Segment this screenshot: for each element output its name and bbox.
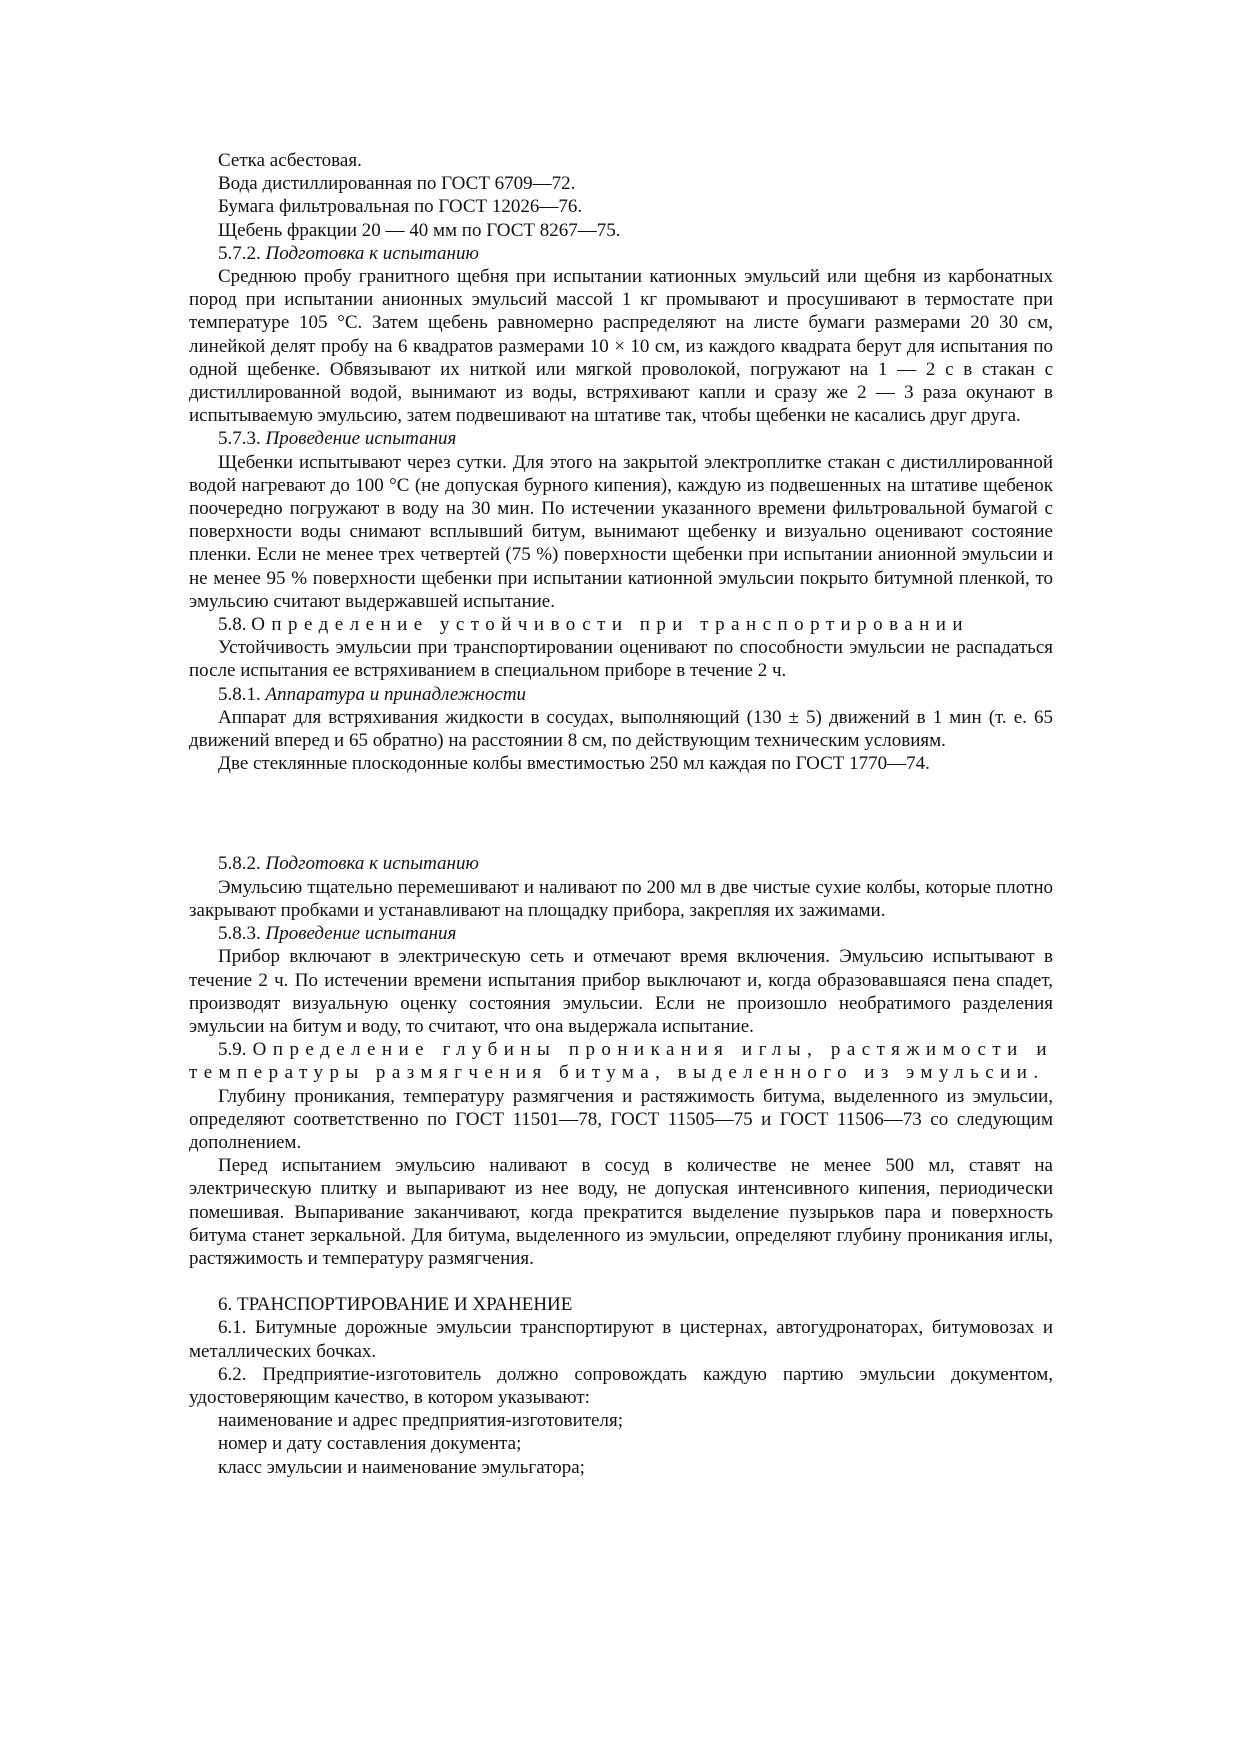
- list-line: Щебень фракции 20 — 40 мм по ГОСТ 8267—75.: [218, 219, 621, 241]
- section-number: 5.7.2.: [218, 242, 261, 264]
- section-heading-5-9: [189, 1038, 1053, 1084]
- section-number: 5.7.3.: [218, 428, 261, 450]
- list-item: класс эмульсии и наименование эмульгатора;: [218, 1456, 585, 1478]
- section-number: 5.8.3.: [218, 923, 261, 945]
- section-title: Подготовка к испытанию: [265, 242, 479, 264]
- paragraph: Перед испытанием эмульсию наливают в сосуд в количестве не менее 500 мл, ставят на электрическую плитку и выпаривают из нее воду, не допуская интенсивного кипения, периодически помешивая. Выпаривание заканчивают, когда прекратится выделение пузырьков пара и поверхность битума станет зеркальной. Для битума, выделенного из эмульсии, определяют глубину проникания иглы, растяжимость и температуру размягчения.: [189, 1155, 1053, 1269]
- section-heading-5-8-3: [189, 922, 1053, 945]
- section-title: Подготовка к испытанию: [265, 853, 479, 875]
- paragraph: Среднюю пробу гранитного щебня при испытании катионных эмульсий или щебня из карбонатных пород при испытании анионных эмульсий массой 1 кг промывают и просушивают в термостате при температуре 105 °С. Затем щебень равномерно распределяют на листе бумаги размерами 20 30 см, линейкой делят пробу на 6 квадратов размерами 10 × 10 см, из каждого квадрата берут для испытания по одной щебенке. Обвязывают их ниткой или мягкой проволокой, погружают на 1 — 2 с в стакан с дистиллированной водой, вынимают из воды, встряхивают капли и сразу же 2 — 3 раза окунают в испытываемую эмульсию, затем подвешивают на штативе так, чтобы щебенки не касались друг друга.: [189, 266, 1053, 427]
- section-heading-5-7-2: [189, 242, 1053, 265]
- list-line: Бумага фильтровальная по ГОСТ 12026—76.: [218, 196, 583, 218]
- section-heading-5-8: [189, 613, 1053, 636]
- list-item: номер и дату составления документа;: [218, 1433, 522, 1455]
- page-break-gap: [189, 775, 1053, 852]
- section-title: Определение глубины проникания иглы, растяжимости и температуры размягчения битума, выделенного из эмульсии.: [189, 1039, 1053, 1084]
- paragraph: Прибор включают в электрическую сеть и отмечают время включения. Эмульсию испытывают в течение 2 ч. По истечении времени испытания прибор выключают и, когда образовавшаяся пена спадет, производят визуальную оценку состояния эмульсии. Если не произошло необратимого разделения эмульсии на битум и воду, то считают, что она выдержала испытание.: [189, 946, 1053, 1037]
- section-heading-5-8-2: [189, 852, 1053, 875]
- section-title: Аппаратура и принадлежности: [265, 683, 527, 705]
- section-title: Проведение испытания: [265, 923, 457, 945]
- paragraph: Глубину проникания, температуру размягчения и растяжимость битума, выделенного из эмульсии, определяют соответственно по ГОСТ 11501—78, ГОСТ 11505—75 и ГОСТ 11506—73 со следующим дополнением.: [189, 1085, 1053, 1153]
- section-number: 5.8.1.: [218, 683, 261, 705]
- section-title: Определение устойчивости при транспортировании: [251, 614, 970, 636]
- paragraph: Две стеклянные плоскодонные колбы вместимостью 250 мл каждая по ГОСТ 1770—74.: [218, 753, 930, 775]
- list-line: Вода дистиллированная по ГОСТ 6709—72.: [218, 173, 576, 195]
- section-heading-5-8-1: [189, 683, 1053, 706]
- paragraph: Устойчивость эмульсии при транспортировании оценивают по способности эмульсии не распадаться после испытания ее встряхиванием в специальном приборе в течение 2 ч.: [189, 637, 1053, 682]
- list-item: наименование и адрес предприятия-изготовителя;: [218, 1410, 623, 1432]
- paragraph: Эмульсию тщательно перемешивают и наливают по 200 мл в две чистые сухие колбы, которые плотно закрывают пробками и устанавливают на площадку прибора, закрепляя их зажимами.: [189, 876, 1053, 921]
- list-line: Сетка асбестовая.: [218, 150, 362, 171]
- document-page: [189, 149, 1053, 1479]
- paragraph: 6.1. Битумные дорожные эмульсии транспортируют в цистернах, автогудронаторах, битумовозах и металлических бочках.: [189, 1317, 1053, 1362]
- section-heading-5-7-3: [189, 427, 1053, 450]
- section-number: 5.9.: [218, 1039, 247, 1061]
- chapter-heading-6: 6. ТРАНСПОРТИРОВАНИЕ И ХРАНЕНИЕ: [218, 1294, 573, 1316]
- section-number: 5.8.: [218, 614, 247, 636]
- paragraph: 6.2. Предприятие-изготовитель должно сопровождать каждую партию эмульсии документом, удостоверяющим качество, в котором указывают:: [189, 1363, 1053, 1408]
- section-title: Проведение испытания: [265, 428, 457, 450]
- paragraph: Щебенки испытывают через сутки. Для этого на закрытой электроплитке стакан с дистиллированной водой нагревают до 100 °С (не допуская бурного кипения), каждую из подвешенных на штативе щебенок поочередно погружают в воду на 30 мин. По истечении указанного времени фильтровальной бумагой с поверхности воды снимают всплывший битум, вынимают щебенку и визуально оценивают состояние пленки. Если не менее трех четвертей (75 %) поверхности щебенки при испытании анионной эмульсии и не менее 95 % поверхности щебенки при испытании катионной эмульсии покрыто битумной пленкой, то эмульсию считают выдержавшей испытание.: [189, 451, 1053, 612]
- paragraph: Аппарат для встряхивания жидкости в сосудах, выполняющий (130 ± 5) движений в 1 мин (т. е. 65 движений вперед и 65 обратно) на расстоянии 8 см, по действующим техническим условиям.: [189, 706, 1053, 752]
- section-gap: [189, 1270, 1053, 1293]
- section-number: 5.8.2.: [218, 853, 261, 875]
